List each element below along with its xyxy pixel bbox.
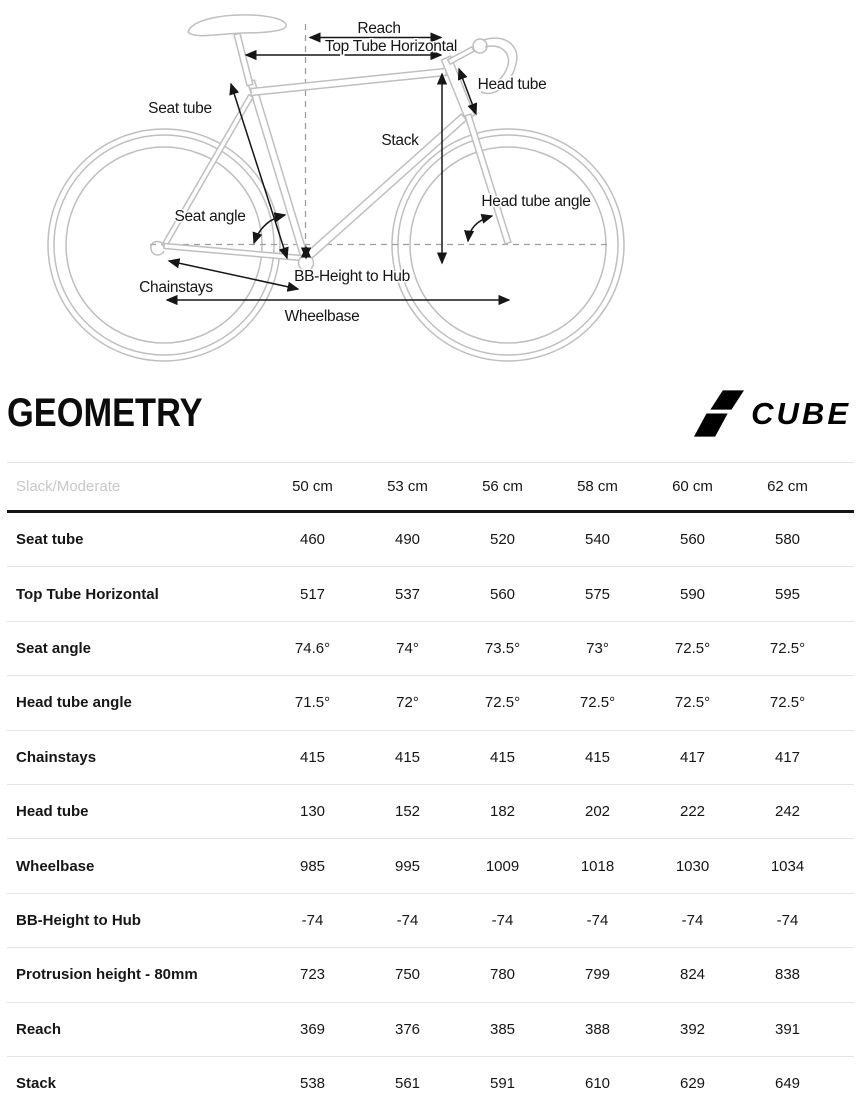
row-value: 1018 bbox=[580, 857, 615, 875]
row-value: 629 bbox=[679, 1075, 706, 1093]
row-value: 838 bbox=[774, 966, 801, 984]
label-stack: Stack bbox=[381, 132, 419, 149]
table-header-row bbox=[7, 462, 854, 513]
size-column-header: 58 cm bbox=[577, 478, 618, 495]
head-tube bbox=[441, 56, 474, 119]
row-value: 388 bbox=[584, 1020, 611, 1038]
row-value: 1009 bbox=[485, 857, 520, 875]
row-value: 517 bbox=[299, 585, 326, 603]
seatpost bbox=[234, 33, 253, 85]
row-value: 537 bbox=[394, 585, 421, 603]
row-value: 560 bbox=[489, 585, 516, 603]
row-value: 71.5° bbox=[294, 694, 331, 712]
saddle bbox=[188, 15, 286, 36]
top-tube bbox=[251, 68, 447, 95]
label-head-tube: Head tube bbox=[477, 76, 547, 93]
row-value: 460 bbox=[299, 531, 326, 549]
row-value: 73° bbox=[586, 639, 609, 657]
row-label: Stack bbox=[16, 1075, 57, 1093]
size-column-header: 60 cm bbox=[672, 478, 713, 495]
table-row bbox=[7, 785, 854, 839]
row-value: 72.5° bbox=[484, 694, 521, 712]
row-value: 72.5° bbox=[769, 639, 806, 657]
row-label: Wheelbase bbox=[16, 857, 95, 875]
row-value: 417 bbox=[679, 748, 706, 766]
row-label: BB-Height to Hub bbox=[16, 911, 141, 929]
row-value: 72° bbox=[396, 694, 419, 712]
row-value: 72.5° bbox=[674, 694, 711, 712]
row-value: 540 bbox=[584, 531, 611, 549]
row-label: Top Tube Horizontal bbox=[16, 585, 159, 603]
row-value: 385 bbox=[489, 1020, 516, 1038]
row-value: 799 bbox=[584, 966, 611, 984]
row-label: Protrusion height - 80mm bbox=[16, 966, 198, 984]
label-reach: Reach bbox=[357, 20, 401, 37]
size-column-header: 56 cm bbox=[482, 478, 523, 495]
fork bbox=[465, 114, 511, 244]
row-value: 130 bbox=[299, 803, 326, 821]
cube-logo-icon bbox=[694, 390, 744, 437]
row-value: 369 bbox=[299, 1020, 326, 1038]
row-label: Head tube bbox=[16, 803, 89, 821]
row-value: 610 bbox=[584, 1075, 611, 1093]
table-row bbox=[7, 1057, 854, 1110]
row-value: -74 bbox=[301, 911, 324, 929]
row-label: Reach bbox=[16, 1020, 62, 1038]
row-value: 202 bbox=[584, 803, 611, 821]
row-value: 392 bbox=[679, 1020, 706, 1038]
row-value: 391 bbox=[774, 1020, 801, 1038]
label-chainstays: Chainstays bbox=[139, 279, 213, 296]
cube-logo bbox=[694, 390, 851, 437]
table-row bbox=[7, 839, 854, 893]
row-value: 74° bbox=[396, 639, 419, 657]
row-value: 750 bbox=[394, 966, 421, 984]
rear-dropout bbox=[151, 242, 164, 255]
table-row bbox=[7, 1003, 854, 1057]
row-value: -74 bbox=[681, 911, 704, 929]
row-value: 417 bbox=[774, 748, 801, 766]
row-value: 72.5° bbox=[769, 694, 806, 712]
row-label: Head tube angle bbox=[16, 694, 132, 712]
row-value: -74 bbox=[396, 911, 419, 929]
label-seat-angle: Seat angle bbox=[174, 208, 246, 225]
row-value: -74 bbox=[491, 911, 514, 929]
table-row bbox=[7, 894, 854, 948]
row-value: 415 bbox=[299, 748, 326, 766]
row-value: 560 bbox=[679, 531, 706, 549]
row-value: 242 bbox=[774, 803, 801, 821]
row-value: 1034 bbox=[770, 857, 805, 875]
page-title: GEOMETRY bbox=[7, 390, 203, 435]
label-head-tube-angle: Head tube angle bbox=[481, 193, 591, 210]
table-row bbox=[7, 948, 854, 1002]
row-value: 72.5° bbox=[579, 694, 616, 712]
chain-stays bbox=[164, 243, 302, 260]
table-row bbox=[7, 567, 854, 621]
label-top-tube-horizontal: Top Tube Horizontal bbox=[324, 38, 458, 55]
row-value: -74 bbox=[586, 911, 609, 929]
table-row bbox=[7, 676, 854, 730]
handlebar-clamp bbox=[473, 39, 487, 53]
row-value: 995 bbox=[394, 857, 421, 875]
row-value: 73.5° bbox=[484, 639, 521, 657]
row-value: 591 bbox=[489, 1075, 516, 1093]
table-body bbox=[7, 513, 854, 1110]
row-value: 595 bbox=[774, 585, 801, 603]
table-row bbox=[7, 622, 854, 676]
bike-geometry-diagram bbox=[0, 0, 861, 370]
title-row bbox=[7, 386, 851, 440]
row-label: Chainstays bbox=[16, 748, 97, 766]
row-value: 780 bbox=[489, 966, 516, 984]
size-column-header: 53 cm bbox=[387, 478, 428, 495]
frame-style-label: Slack/Moderate bbox=[16, 478, 121, 495]
row-value: 538 bbox=[299, 1075, 326, 1093]
table-row bbox=[7, 731, 854, 785]
label-seat-tube: Seat tube bbox=[148, 100, 212, 117]
head-tube-angle-arc bbox=[468, 216, 492, 241]
row-value: 520 bbox=[489, 531, 516, 549]
row-value: 415 bbox=[584, 748, 611, 766]
row-value: 72.5° bbox=[674, 639, 711, 657]
row-value: 575 bbox=[584, 585, 611, 603]
geometry-table bbox=[7, 462, 854, 1110]
row-value: 415 bbox=[489, 748, 516, 766]
label-wheelbase: Wheelbase bbox=[284, 308, 360, 325]
row-value: 376 bbox=[394, 1020, 421, 1038]
row-value: 74.6° bbox=[294, 639, 331, 657]
row-value: -74 bbox=[776, 911, 799, 929]
row-value: 1030 bbox=[675, 857, 710, 875]
row-value: 415 bbox=[394, 748, 421, 766]
row-value: 561 bbox=[394, 1075, 421, 1093]
size-column-header: 50 cm bbox=[292, 478, 333, 495]
row-value: 152 bbox=[394, 803, 421, 821]
label-bb-height-to-hub: BB-Height to Hub bbox=[294, 268, 410, 285]
row-value: 824 bbox=[679, 966, 706, 984]
row-value: 649 bbox=[774, 1075, 801, 1093]
table-row bbox=[7, 513, 854, 567]
row-label: Seat angle bbox=[16, 639, 92, 657]
row-value: 580 bbox=[774, 531, 801, 549]
row-value: 222 bbox=[679, 803, 706, 821]
row-value: 590 bbox=[679, 585, 706, 603]
row-value: 723 bbox=[299, 966, 326, 984]
cube-logo-text: CUBE bbox=[751, 395, 851, 431]
row-label: Seat tube bbox=[16, 531, 84, 549]
row-value: 490 bbox=[394, 531, 421, 549]
row-value: 182 bbox=[489, 803, 516, 821]
size-column-header: 62 cm bbox=[767, 478, 808, 495]
row-value: 985 bbox=[299, 857, 326, 875]
